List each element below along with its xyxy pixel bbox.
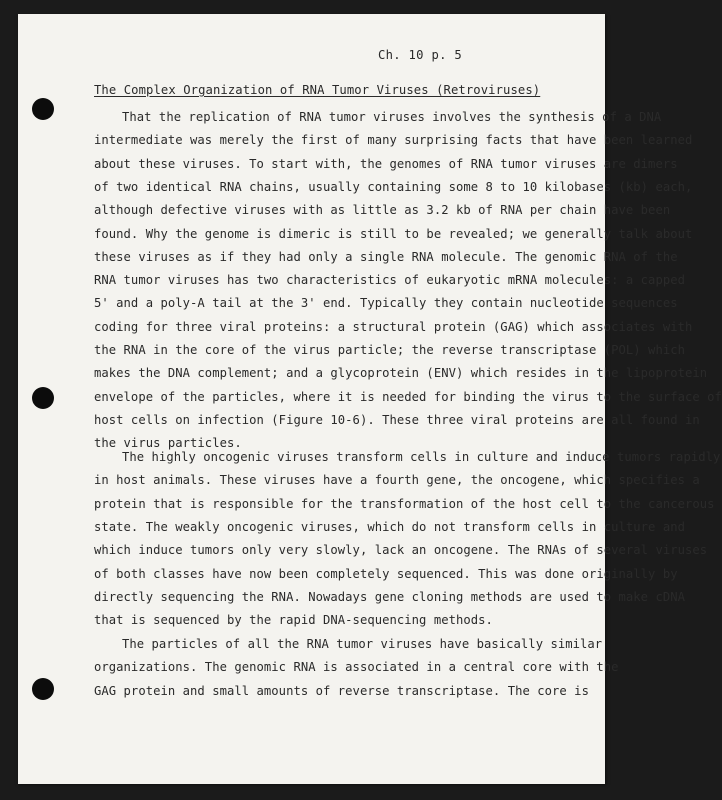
text-line: state. The weakly oncogenic viruses, which do not transform cells in culture and: [94, 519, 685, 534]
text-line: about these viruses. To start with, the genomes of RNA tumor viruses are dimers: [94, 156, 678, 171]
text-line: these viruses as if they had only a single RNA molecule. The genomic RNA of the: [94, 249, 678, 264]
text-line: the virus particles.: [94, 436, 242, 451]
text-line: The particles of all the RNA tumor viruses have basically similar: [122, 637, 603, 651]
punch-hole: [32, 387, 54, 409]
text-line: RNA tumor viruses has two characteristics of eukaryotic mRNA molecules: a capped: [94, 273, 685, 288]
text-line: coding for three viral proteins: a structural protein (GAG) which associates with: [94, 319, 693, 334]
text-line: the RNA in the core of the virus particle; the reverse transcriptase (POL) which: [94, 343, 685, 357]
text-line: makes the DNA complement; and a glycoprotein (ENV) which resides in the lipoprotein: [94, 366, 708, 381]
text-line: which induce tumors only very slowly, lack an oncogene. The RNAs of several viruses: [94, 543, 708, 558]
text-line: The highly oncogenic viruses transform cells in culture and induce tumors rapidly: [122, 450, 721, 464]
text-line: that is sequenced by the rapid DNA-sequencing methods.: [94, 613, 493, 628]
text-line: although defective viruses with as little as 3.2 kb of RNA per chain have been: [94, 203, 671, 218]
text-line: organizations. The genomic RNA is associated in a central core with the: [94, 660, 619, 675]
section-heading: The Complex Organization of RNA Tumor Viruses (Retroviruses): [94, 83, 541, 97]
text-line: directly sequencing the RNA. Nowadays gene cloning methods are used to make cDNA: [94, 589, 685, 604]
text-line: envelope of the particles, where it is needed for binding the virus to the surface of: [94, 389, 722, 404]
text-line: in host animals. These viruses have a fourth gene, the oncogene, which specifies a: [94, 473, 700, 488]
text-line: host cells on infection (Figure 10-6). These three viral proteins are all found in: [94, 412, 700, 427]
text-line: 5' and a poly-A tail at the 3' end. Typically they contain nucleotide sequences: [94, 296, 678, 311]
text-line: GAG protein and small amounts of reverse transcriptase. The core is: [94, 683, 589, 698]
text-line: protein that is responsible for the transformation of the host cell to the cancerous: [94, 496, 715, 511]
text-line: intermediate was merely the first of many surprising facts that have been learned: [94, 133, 693, 148]
text-line: That the replication of RNA tumor viruses involves the synthesis of a DNA: [122, 110, 662, 124]
text-line: of both classes have now been completely sequenced. This was done originally by: [94, 566, 678, 581]
document-page: [18, 14, 722, 784]
text-line: found. Why the genome is dimeric is still to be revealed; we generally talk about: [94, 226, 693, 241]
punch-hole: [32, 98, 54, 120]
punch-hole: [32, 678, 54, 700]
page-number: Ch. 10 p. 5: [378, 48, 463, 62]
text-line: of two identical RNA chains, usually containing some 8 to 10 kilobases (kb) each,: [94, 179, 693, 194]
